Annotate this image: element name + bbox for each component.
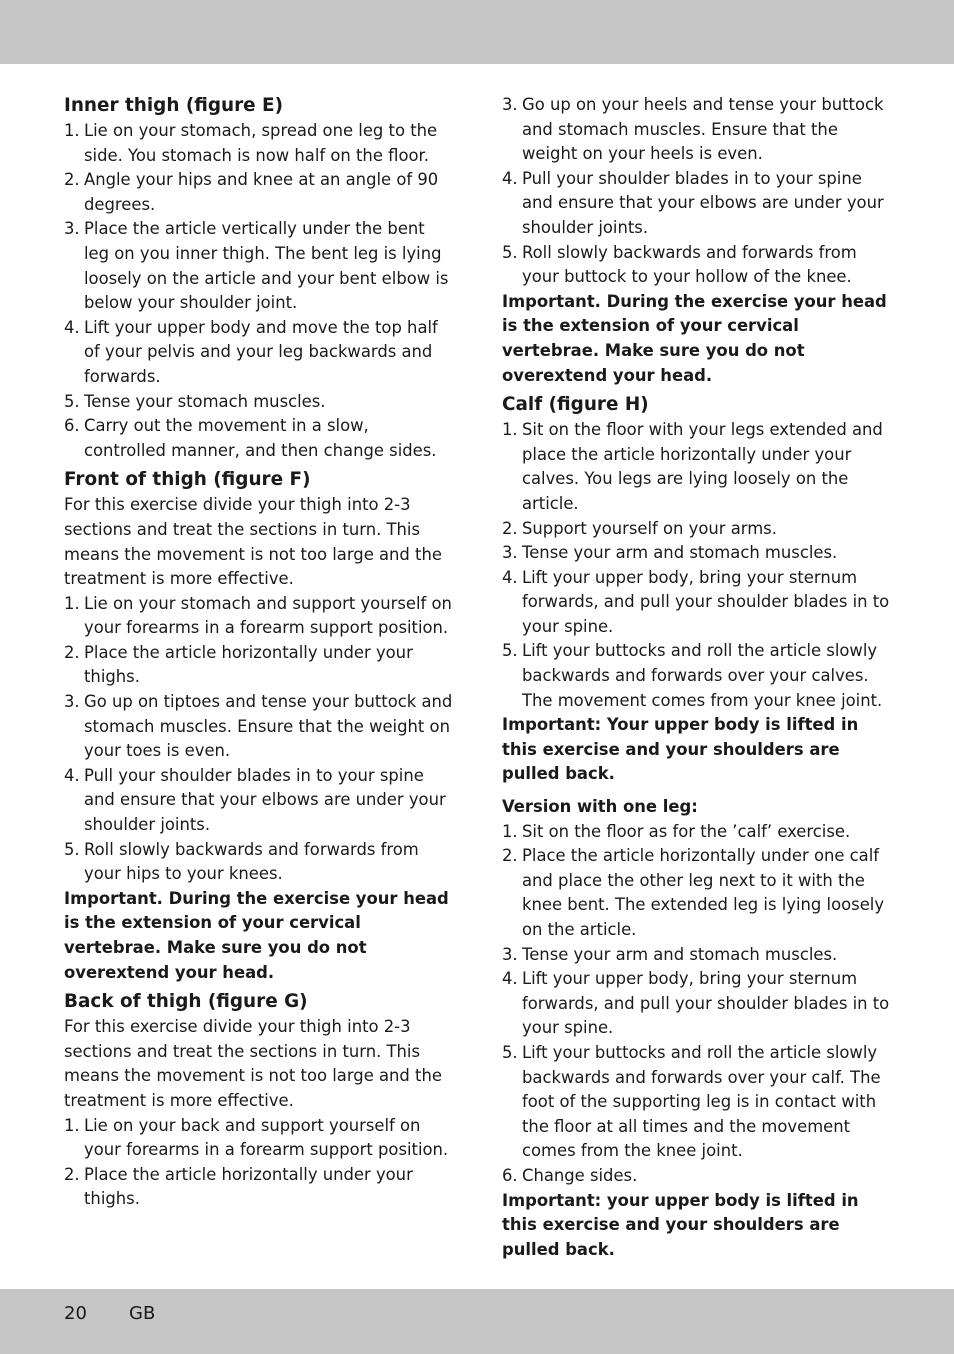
- back-thigh-steps: [64, 1114, 454, 1212]
- inner-thigh-heading: Inner thigh (figure E): [64, 95, 284, 116]
- front-thigh-note: Important. During the exercise your head is the extension of your cervical vertebrae. Make sure you do not overextend your head.: [64, 888, 449, 982]
- back-thigh-intro: For this exercise divide your thigh into 2-3 sections and treat the sections in turn. This means the movement is not too large and the treatment is more effective.: [64, 1017, 442, 1110]
- inner-thigh-steps: [64, 119, 454, 463]
- list-item: 4. Pull your shoulder blades in to your spine and ensure that your elbows are under your shoulder joints.: [64, 765, 446, 835]
- one-leg-steps: [502, 820, 892, 1189]
- list-item: 1. Lie on your back and support yourself on your forearms in a forearm support position.: [64, 1115, 449, 1160]
- list-item: 1. Sit on the floor with your legs extended and place the article horizontally under your calves. You legs are lying loosely on the article.: [502, 420, 883, 513]
- list-item: 3. Tense your arm and stomach muscles.: [502, 944, 838, 964]
- page-number: 20: [64, 1303, 87, 1324]
- page-language: GB: [129, 1303, 156, 1324]
- list-item: 3. Go up on your heels and tense your buttock and stomach muscles. Ensure that the weight on your heels is even.: [502, 95, 884, 164]
- calf-steps: [502, 418, 892, 713]
- list-item: 5. Tense your stomach muscles.: [64, 391, 326, 411]
- calf-note: Important: Your upper body is lifted in this exercise and your shoulders are pulled back.: [502, 715, 859, 784]
- front-thigh-intro: For this exercise divide your thigh into 2-3 sections and treat the sections in turn. This means the movement is not too large and the treatment is more effective.: [64, 495, 442, 589]
- list-item: 5. Roll slowly backwards and forwards from your hips to your knees.: [64, 839, 419, 884]
- left-column: [64, 92, 454, 1212]
- right-column: [502, 93, 892, 1262]
- back-thigh-note: Important. During the exercise your head is the extension of your cervical vertebrae. Make sure you do not overextend your head.: [502, 291, 887, 385]
- list-item: 3. Place the article vertically under the bent leg on you inner thigh. The bent leg is lying loosely on the article and your bent elbow is below your shoulder joint.: [64, 219, 449, 313]
- list-item: 3. Tense your arm and stomach muscles.: [502, 543, 838, 563]
- list-item: 2. Place the article horizontally under one calf and place the other leg next to it with the knee bent. The extended leg is lying loosely on the article.: [502, 846, 885, 939]
- one-leg-note: Important: your upper body is lifted in this exercise and your shoulders are pulled back.: [502, 1190, 859, 1259]
- list-item: 3. Go up on tiptoes and tense your buttock and stomach muscles. Ensure that the weight on your toes is even.: [64, 692, 453, 761]
- front-thigh-steps: [64, 592, 454, 887]
- list-item: 1. Lie on your stomach and support yourself on your forearms in a forearm support position.: [64, 593, 452, 638]
- front-thigh-heading: Front of thigh (figure F): [64, 469, 311, 491]
- list-item: 5. Lift your buttocks and roll the article slowly backwards and forwards over your calf. The foot of the supporting leg is in contact with the floor at all times and the movement comes from the knee joint.: [502, 1042, 881, 1161]
- list-item: 4. Lift your upper body, bring your sternum forwards, and pull your shoulder blades in to your spine.: [502, 969, 890, 1038]
- back-thigh-steps-continued: [502, 93, 892, 290]
- list-item: 1. Lie on your stomach, spread one leg to the side. You stomach is now half on the floor.: [64, 121, 438, 165]
- list-item: 2. Angle your hips and knee at an angle of 90 degrees.: [64, 170, 439, 214]
- list-item: 4. Pull your shoulder blades in to your spine and ensure that your elbows are under your shoulder joints.: [502, 168, 884, 237]
- back-thigh-heading: Back of thigh (figure G): [64, 991, 308, 1013]
- list-item: 5. Lift your buttocks and roll the article slowly backwards and forwards over your calves. The movement comes from your knee joint.: [502, 641, 883, 710]
- list-item: 6. Carry out the movement in a slow, controlled manner, and then change sides.: [64, 416, 437, 460]
- one-leg-heading: Version with one leg:: [502, 797, 698, 817]
- calf-heading: Calf (figure H): [502, 394, 649, 416]
- list-item: 6. Change sides.: [502, 1165, 638, 1185]
- list-item: 2. Place the article horizontally under your thighs.: [64, 1164, 413, 1209]
- list-item: 2. Place the article horizontally under your thighs.: [64, 642, 413, 687]
- list-item: 5. Roll slowly backwards and forwards from your buttock to your hollow of the knee.: [502, 242, 857, 287]
- list-item: 2. Support yourself on your arms.: [502, 518, 777, 538]
- list-item: 1. Sit on the floor as for the ’calf’ exercise.: [502, 821, 851, 841]
- list-item: 4. Lift your upper body and move the top half of your pelvis and your leg backwards and forwards.: [64, 317, 438, 386]
- header-band: [0, 0, 954, 64]
- list-item: 4. Lift your upper body, bring your sternum forwards, and pull your shoulder blades in to your spine.: [502, 567, 890, 636]
